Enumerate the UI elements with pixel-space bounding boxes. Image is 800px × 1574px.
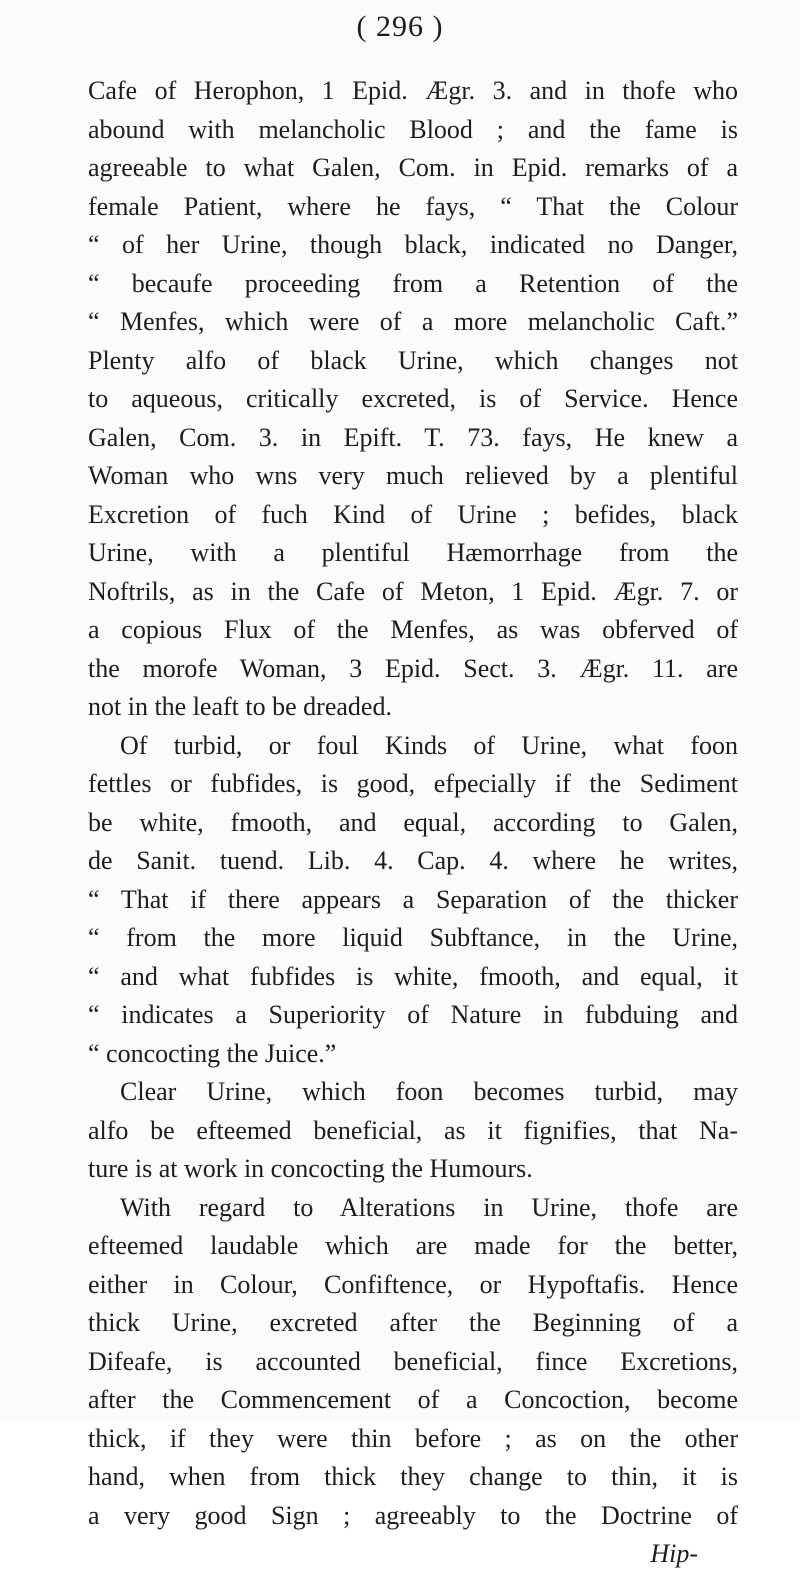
text-line: abound with melancholic Blood ; and the fame is [88, 114, 738, 144]
text-line: “ indicates a Superiority of Nature in fubduing and [88, 1000, 738, 1029]
text-line: With regard to Alterations in Urine, thofe are [120, 1192, 738, 1222]
text-line: Clear Urine, which foon becomes turbid, may [120, 1077, 738, 1106]
text-line: to aqueous, critically excreted, is of Service. Hence [88, 384, 738, 413]
text-line: hand, when from thick they change to thin, it is [88, 1462, 738, 1491]
text-line: Galen, Com. 3. in Epift. T. 73. fays, He knew a [88, 422, 738, 452]
text-line: “ and what fubfides is white, fmooth, and equal, it [88, 961, 738, 991]
text-line: “ Menfes, which were of a more melancholic Caft.” [88, 307, 738, 336]
text-line: agreeable to what Galen, Com. in Epid. remarks of a [88, 153, 738, 182]
text-line: de Sanit. tuend. Lib. 4. Cap. 4. where he writes, [88, 846, 738, 875]
text-line: alfo be efteemed beneficial, as it fignifies, that Na- [88, 1115, 738, 1145]
text-line: not in the leaft to be dreaded. [88, 692, 392, 721]
text-line: Excretion of fuch Kind of Urine ; befides, black [88, 499, 738, 529]
text-line: either in Colour, Confiftence, or Hypoftafis. Hence [88, 1269, 738, 1299]
text-line: “ of her Urine, though black, indicated no Danger, [88, 230, 738, 259]
text-line: Cafe of Herophon, 1 Epid. Ægr. 3. and in thofe who [88, 76, 738, 105]
text-line: Difeafe, is accounted beneficial, fince Excretions, [88, 1346, 738, 1376]
page-number-header: ( 296 ) [356, 10, 444, 43]
text-line: “ becaufe proceeding from a Retention of the [88, 268, 738, 298]
text-line: be white, fmooth, and equal, according to Galen, [88, 807, 738, 837]
text-line: Woman who wns very much relieved by a plentiful [88, 461, 738, 490]
text-line: efteemed laudable which are made for the better, [88, 1231, 738, 1260]
body-text [88, 72, 738, 1574]
text-line: “ concocting the Juice.” [88, 1038, 337, 1068]
text-line: thick Urine, excreted after the Beginning of a [88, 1308, 738, 1337]
text-line: ture is at work in concocting the Humours. [88, 1154, 533, 1183]
text-line: the morofe Woman, 3 Epid. Sect. 3. Ægr. 11. are [88, 653, 738, 683]
text-line: female Patient, where he fays, “ That the Colour [88, 191, 738, 221]
text-line: fettles or fubfides, is good, efpecially if the Sediment [88, 769, 738, 798]
text-line: Of turbid, or foul Kinds of Urine, what foon [120, 730, 738, 760]
text-line: Noftrils, as in the Cafe of Meton, 1 Epid. Ægr. 7. or [88, 576, 738, 606]
text-line: thick, if they were thin before ; as on the other [88, 1423, 738, 1453]
text-line: a copious Flux of the Menfes, as was obferved of [88, 615, 738, 644]
text-line: a very good Sign ; agreeably to the Doctrine of [88, 1500, 738, 1530]
text-line: “ from the more liquid Subftance, in the Urine, [88, 923, 738, 952]
text-line: Plenty alfo of black Urine, which changes not [88, 345, 738, 375]
text-line: after the Commencement of a Concoction, become [88, 1385, 738, 1414]
text-line: “ That if there appears a Separation of the thicker [88, 884, 738, 914]
text-line: Urine, with a plentiful Hæmorrhage from the [88, 538, 738, 567]
catchword: Hip- [650, 1539, 698, 1568]
